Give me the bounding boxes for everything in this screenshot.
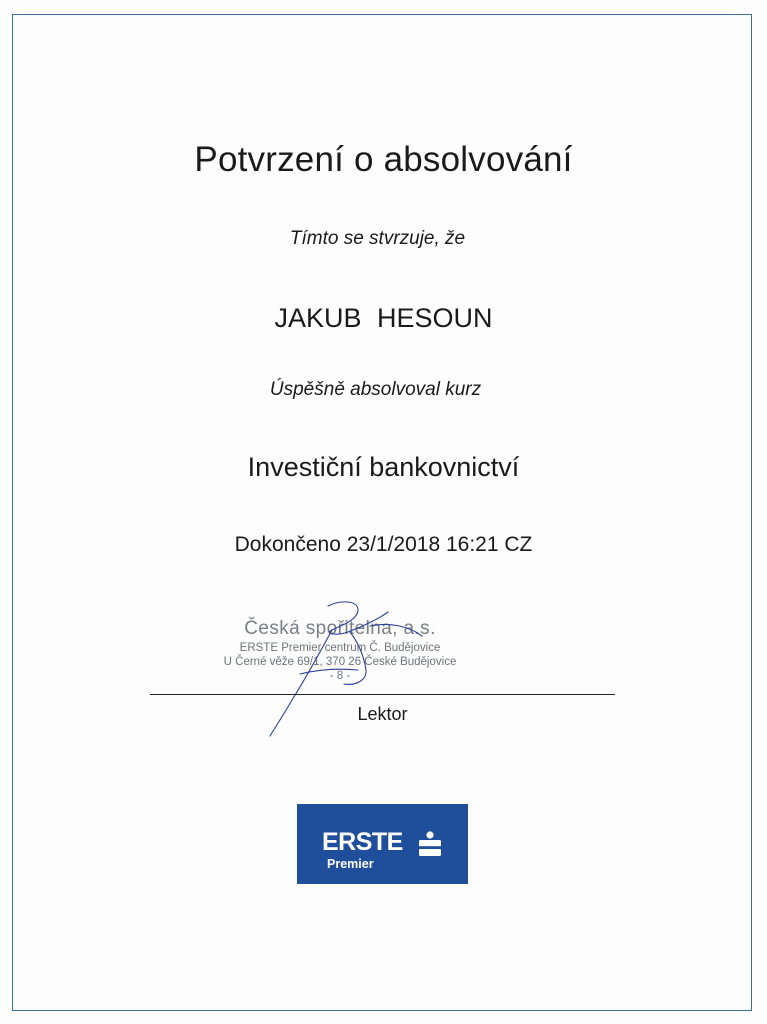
completed-label: Úspěšně absolvoval kurz	[269, 379, 482, 400]
signer-role: Lektor	[357, 704, 408, 724]
logo-subtitle: Premier	[327, 857, 374, 871]
stamp-company: Česká spořitelna, a.s.	[244, 618, 436, 639]
course-name: Investiční bankovnictví	[247, 452, 520, 482]
completion-date: Dokončeno 23/1/2018 16:21 CZ	[234, 533, 533, 556]
signature-line	[150, 694, 615, 695]
stamp-branch: ERSTE Premier centrum Č. Budějovice	[239, 642, 441, 654]
logo-brand: ERSTE	[322, 828, 403, 856]
stamp-code: - 8 -	[329, 670, 351, 682]
recipient-name: JAKUB HESOUN	[274, 303, 493, 333]
stamp-address: U Černé věže 69/1, 370 26 České Budějovice	[223, 656, 457, 668]
erste-logo-icon	[418, 831, 442, 857]
certificate-title: Potvrzení o absolvování	[194, 140, 573, 179]
erste-premier-logo	[297, 804, 468, 884]
intro-text: Tímto se stvrzuje, že	[289, 228, 466, 249]
